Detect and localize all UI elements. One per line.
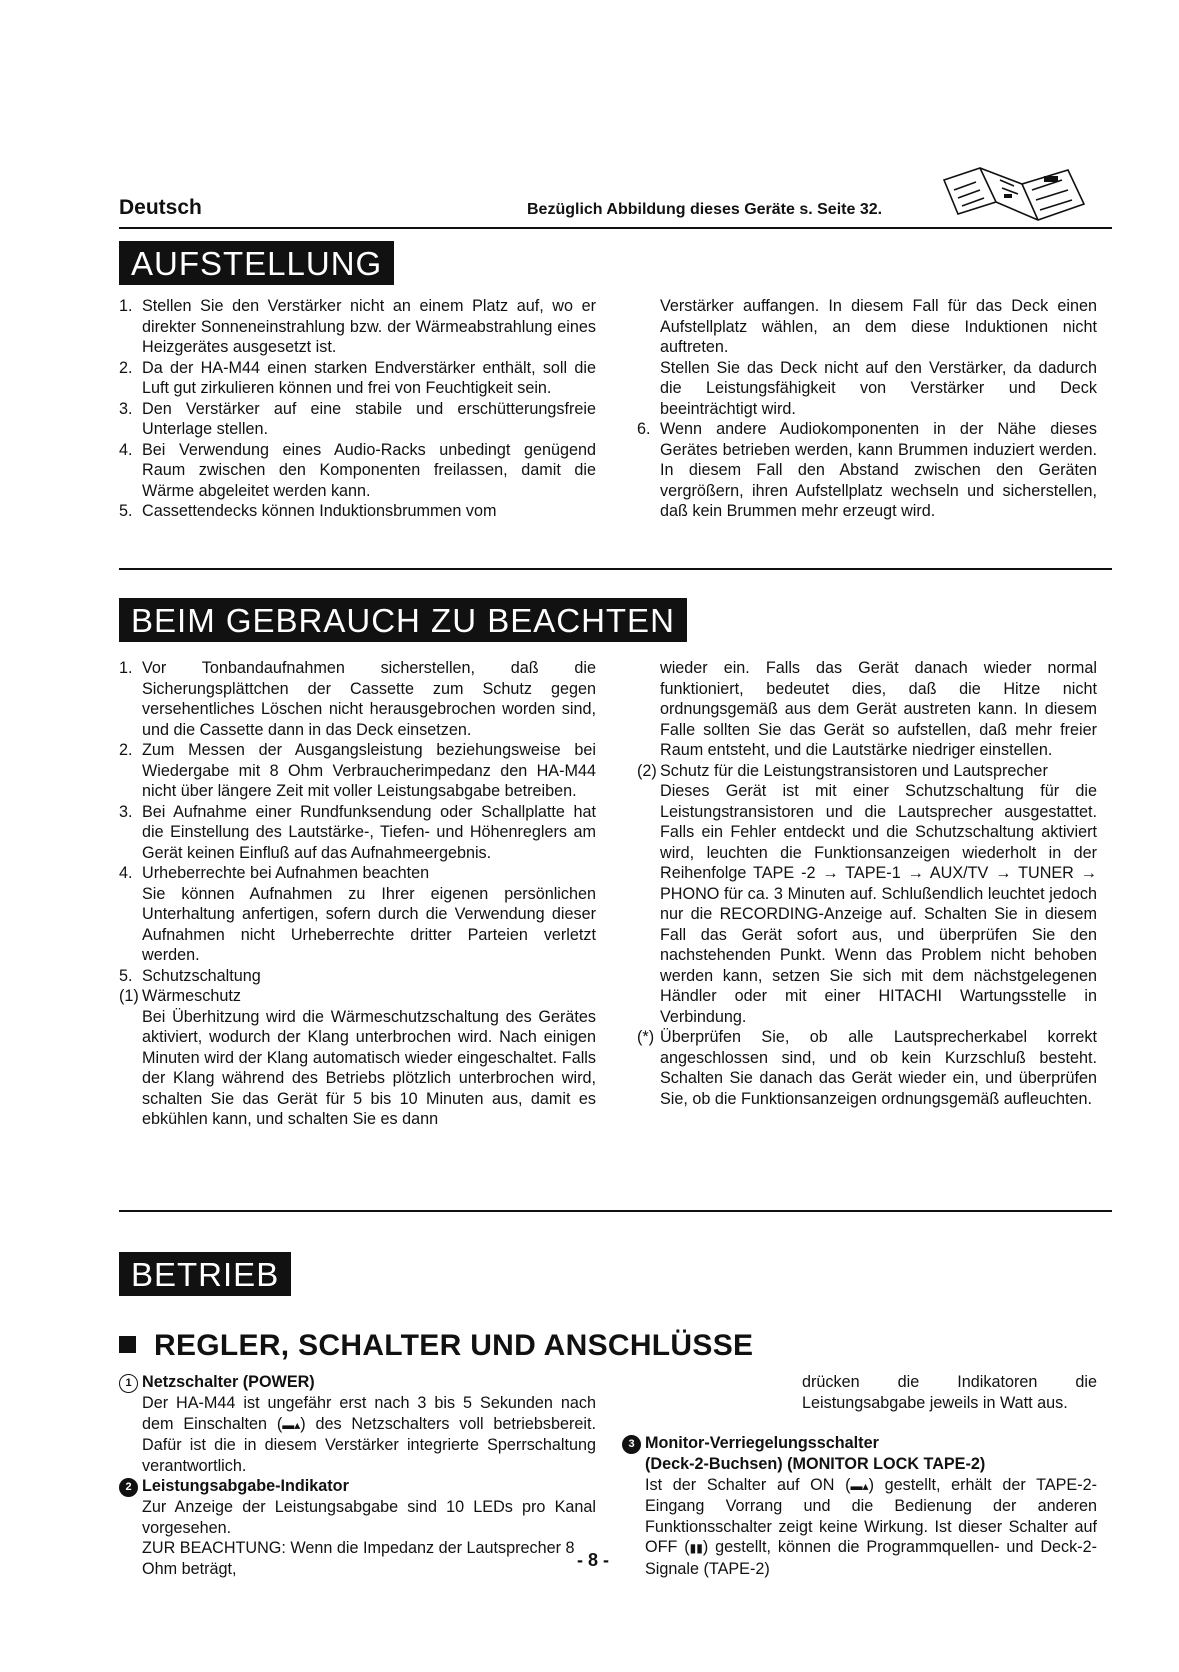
- gebrauch-left-column: [119, 658, 596, 1130]
- header-figure-ref: Bezüglich Abbildung dieses Geräte s. Seite 32.: [527, 201, 883, 218]
- list-item: 2. Zum Messen der Ausgangsleistung beziehungsweise bei Wiedergabe mit 8 Ohm Verbraucherimpedanz den HA-M44 nicht über längere Zeit mit voller Leistungsabgabe betreiben.: [119, 741, 596, 800]
- control-heading: 3 Monitor-Verriegelungsschalter: [622, 1433, 1097, 1454]
- header-language: Deutsch: [119, 196, 202, 219]
- switch-on-symbol-icon: ▬▴: [282, 1417, 301, 1432]
- control-heading: 1 Netzschalter (POWER): [119, 1372, 596, 1393]
- paragraph: wieder ein. Falls das Gerät danach wieder normal funktioniert, bedeutet dies, daß die Hitze nicht ordnungsgemäß aus dem Gerät austreten kann. In diesem Falle sollten Sie das Gerät so aufstellen, daß mehr freier Raum entsteht, und die Lautstärke niedriger einstellen.: [660, 659, 1097, 759]
- section-title-betrieb: BETRIEB: [119, 1252, 291, 1296]
- section-divider: [119, 1210, 1112, 1212]
- paragraph: Bei Überhitzung wird die Wärmeschutzschaltung des Gerätes aktiviert, wodurch der Klang unterbrochen wird. Nach einigen Minuten wird der Klang automatisch wieder eingeschaltet. Falls der Klang während des Betriebs plötzlich unterbrochen wird, schalten Sie das Gerät für 5 bis 10 Minuten aus, damit es ebkühlen kann, und schalten Sie es dann: [142, 1007, 596, 1128]
- page-number: - 8 -: [577, 1550, 610, 1570]
- list-item: 5. Schutzschaltung: [119, 966, 261, 985]
- list-item: 4. Urheberrechte bei Aufnahmen beachten: [119, 864, 430, 882]
- note: ZUR BEACHTUNG: Wenn die Impedanz der Lautsprecher 8 Ohm beträgt,: [142, 1539, 575, 1578]
- list-item: 3. Bei Aufnahme einer Rundfunksendung oder Schallplatte hat die Einstellung des Lautstärke-, Tiefen- und Höhenreglers am Gerät keinen Einfluß auf das Aufnahmeergebnis.: [119, 802, 596, 862]
- list-item: 1. Stellen Sie den Verstärker nicht an einem Platz auf, wo er direkter Sonneneinstrahlung bzw. der Wärmeabstrahlung eines Heizgerätes ausgesetzt ist.: [119, 297, 596, 356]
- list-item: 5. Cassettendecks können Induktionsbrummen vom: [119, 502, 497, 520]
- paragraph: Verstärker auffangen. In diesem Fall für das Deck einen Aufstellplatz wählen, an dem diese Induktionen nicht auftreten.: [660, 297, 1097, 356]
- list-item: (1) Wärmeschutz: [119, 987, 241, 1005]
- paragraph: Dieses Gerät ist mit einer Schutzschaltung für die Leistungstransistoren und die Lautsprecher ausgestattet. Falls ein Fehler entdeckt und die Schutzschaltung aktiviert wird, leuchten die Funktionsanzeigen wiederholt in der Reihenfolge TAPE -2 → TAPE-1 → AUX/TV → TUNER → PHONO für ca. 3 Minuten auf. Schlußendlich leuchtet jedoch nur die RECORDING-Anzeige auf. Schalten Sie in diesem Fall das Gerät sofort aus, und überprüfen Sie den nachstehenden Punkt. Wenn das Problem nicht behoben werden kann, setzen Sie sich mit dem nächstgelegenen Händler oder mit einer HITACHI Wartungsstelle in Verbindung.: [660, 782, 1097, 1026]
- open-book-icon: [940, 160, 1090, 231]
- list-item: 3. Den Verstärker auf eine stabile und erschütterungsfreie Unterlage stellen.: [119, 399, 596, 438]
- circled-number-icon: 1: [119, 1374, 138, 1393]
- gebrauch-right-column: [637, 658, 1097, 1109]
- aufstellung-right-column: [637, 296, 1097, 522]
- square-bullet-icon: [119, 1336, 136, 1353]
- subsection-title: REGLER, SCHALTER UND ANSCHLÜSSE: [119, 1329, 753, 1363]
- list-item: (2) Schutz für die Leistungstransistoren und Lautsprecher: [637, 761, 1048, 780]
- betrieb-right-column: [622, 1433, 1097, 1579]
- control-subheading: (Deck-2-Buchsen) (MONITOR LOCK TAPE-2): [645, 1455, 986, 1473]
- control-heading: 2 Leistungsabgabe-Indikator: [119, 1476, 596, 1497]
- circled-number-icon: 3: [622, 1435, 641, 1454]
- circled-number-icon: 2: [119, 1478, 138, 1497]
- list-item: (*) Überprüfen Sie, ob alle Lautsprecherkabel korrekt angeschlossen sind, und ob kein Kurzschluß besteht. Schalten Sie danach das Gerät wieder ein, und überprüfen Sie, ob die Funktionsanzeigen ordnungsgemäß aufleuchten.: [637, 1028, 1097, 1108]
- section-title-aufstellung: AUFSTELLUNG: [119, 241, 394, 285]
- paragraph: Der HA-M44 ist ungefähr erst nach 3 bis 5 Sekunden nach dem Einschalten (▬▴) des Netzschalters voll betriebsbereit. Dafür ist die in diesem Verstärker integrierte Sperrschaltung verantwortlich.: [142, 1394, 596, 1475]
- betrieb-note-continuation: drücken die Indikatoren die Leistungsabgabe jeweils in Watt aus.: [802, 1373, 1097, 1412]
- section-title-gebrauch: BEIM GEBRAUCH ZU BEACHTEN: [119, 598, 687, 642]
- paragraph: Zur Anzeige der Leistungsabgabe sind 10 LEDs pro Kanal vorgesehen.: [142, 1498, 596, 1537]
- list-item: 1. Vor Tonbandaufnahmen sicherstellen, daß die Sicherungsplättchen der Cassette zum Schutz gegen versehentliches Löschen nicht herausgebrochen worden sind, und die Cassette dann in das Deck einsetzen.: [119, 659, 596, 739]
- section-divider: [119, 568, 1112, 570]
- paragraph: Sie können Aufnahmen zu Ihrer eigenen persönlichen Unterhaltung anfertigen, sofern durch die Verwendung dieser Aufnahmen nicht Urheberrechte dritter Parteien verletzt werden.: [142, 884, 596, 964]
- switch-off-symbol-icon: ▮▮: [689, 1541, 703, 1555]
- header-rule: [119, 227, 1112, 229]
- list-item: 4. Bei Verwendung eines Audio-Racks unbedingt genügend Raum zwischen den Komponenten freilassen, damit die Wärme abgeleitet werden kann.: [119, 440, 596, 500]
- list-item: 6. Wenn andere Audiokomponenten in der Nähe dieses Gerätes betrieben werden, kann Brummen induziert werden. In diesem Fall den Abstand zwischen den Geräten vergrößern, ihren Aufstellplatz wechseln und sicherstellen, daß kein Brummen mehr erzeugt wird.: [637, 420, 1097, 520]
- betrieb-left-column: [119, 1372, 596, 1579]
- paragraph: Ist der Schalter auf ON (▬▴) gestellt, erhält der TAPE-2-Eingang Vorrang und die Bedienung der anderen Funktionsschalter zeigt keine Wirkung. Ist dieser Schalter auf OFF (▮▮) gestellt, können die Programmquellen- und Deck-2-Signale (TAPE-2): [645, 1475, 1098, 1578]
- aufstellung-left-column: [119, 296, 596, 522]
- paragraph: Stellen Sie das Deck nicht auf den Verstärker, da dadurch die Leistungsfähigkeit von Verstärker und Deck beeinträchtigt wird.: [660, 358, 1097, 418]
- switch-on-symbol-icon: ▬▴: [850, 1478, 869, 1493]
- list-item: 2. Da der HA-M44 einen starken Endverstärker enthält, soll die Luft gut zirkulieren können und frei von Feuchtigkeit sein.: [119, 358, 596, 397]
